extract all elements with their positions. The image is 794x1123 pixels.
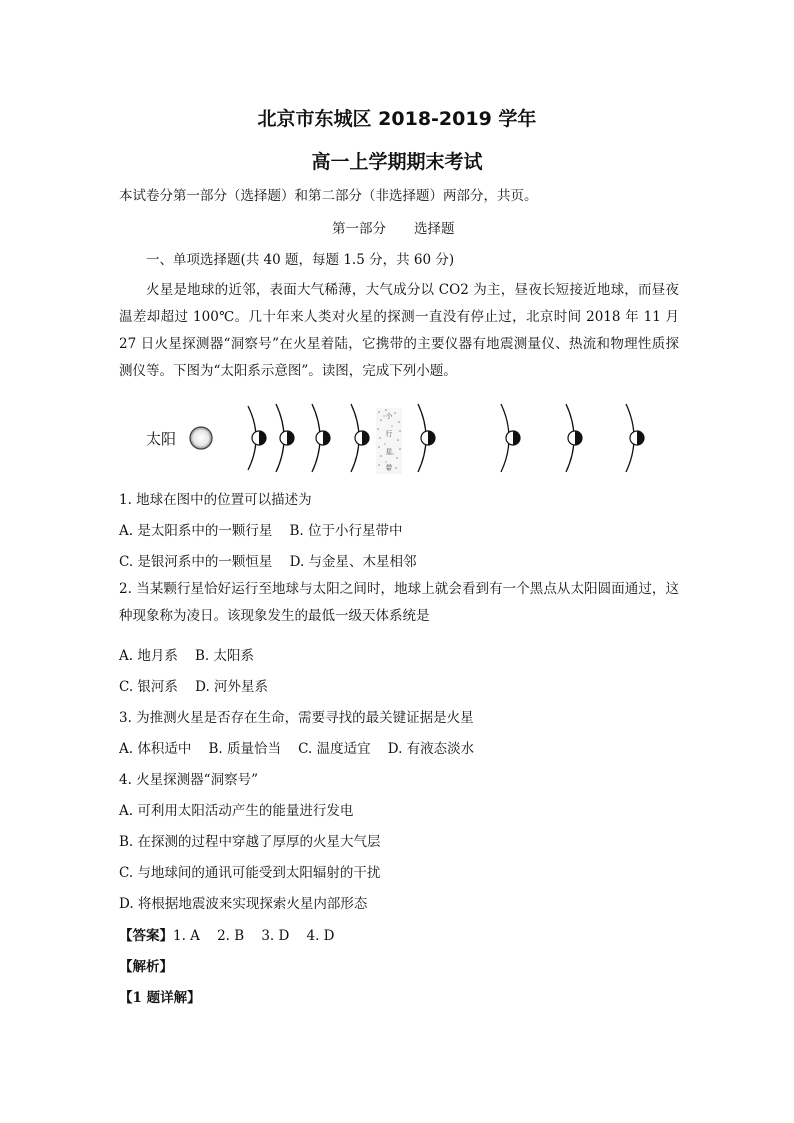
page-title: 北京市东城区 2018-2019 学年 bbox=[257, 108, 537, 130]
sun-icon bbox=[190, 427, 212, 449]
page-subtitle: 高一上学期期末考试 bbox=[311, 151, 483, 173]
question-4-option-d: D. 将根据地震波来实现探索火星内部形态 bbox=[119, 896, 368, 912]
passage: 火星是地球的近邻，表面大气稀薄，大气成分以 CO2 为主，昼夜长短接近地球，而昼夜温差却超过 100℃。几十年来人类对火星的探测一直没有停止过，北京时间 2018 年 11 月 27 日火星探测器“洞察号”在火星着陆，它携带的主要仪器有地震测量仪、热流和物理性质探测仪等。下图为“太阳系示意图”。读图，完成下列小题。 bbox=[119, 282, 679, 379]
solar-system-svg bbox=[140, 398, 660, 478]
question-3-stem: 3. 为推测火星是否存在生命，需要寻找的最关键证据是火星 bbox=[119, 710, 474, 726]
asteroid-belt bbox=[376, 408, 402, 474]
question-1-options-line-1: A. 是太阳系中的一颗行星 B. 位于小行星带中 bbox=[119, 523, 403, 539]
question-4-option-b: B. 在探测的过程中穿越了厚厚的火星大气层 bbox=[119, 834, 381, 850]
part-heading-type: 选择题 bbox=[414, 221, 455, 237]
question-4-option-a: A. 可利用太阳活动产生的能量进行发电 bbox=[119, 803, 354, 819]
part-heading bbox=[332, 217, 455, 237]
belt-label-4: 带 bbox=[385, 464, 393, 472]
question-3-options-line-1: A. 体积适中 B. 质量恰当 C. 温度适宜 D. 有液态淡水 bbox=[119, 741, 475, 757]
part-heading-name: 第一部分 bbox=[332, 221, 386, 237]
orbit-7 bbox=[566, 404, 582, 472]
orbit-6 bbox=[501, 404, 520, 472]
orbit-1 bbox=[248, 406, 266, 470]
question-1-stem: 1. 地球在图中的位置可以描述为 bbox=[119, 492, 312, 508]
question-2-stem: 2. 当某颗行星恰好运行至地球与太阳之间时，地球上就会看到有一个黑点从太阳圆面通过，这种现象称为凌日。该现象发生的最低一级天体系统是 bbox=[119, 581, 679, 624]
question-4-option-c: C. 与地球间的通讯可能受到太阳辐射的干扰 bbox=[119, 865, 381, 881]
answer-label: 【答案】 bbox=[119, 928, 173, 944]
section-heading: 一、单项选择题(共 40 题，每题 1.5 分，共 60 分) bbox=[146, 252, 455, 268]
belt-label-3: 星 bbox=[385, 448, 393, 456]
sun-label: 太阳 bbox=[146, 430, 177, 448]
orbit-2 bbox=[276, 404, 294, 472]
orbit-5 bbox=[418, 404, 435, 472]
question-4-stem: 4. 火星探测器“洞察号” bbox=[119, 772, 258, 788]
orbit-8 bbox=[626, 404, 644, 472]
belt-label-2: 行 bbox=[385, 430, 393, 438]
answer-text: 1. A 2. B 3. D 4. D bbox=[173, 928, 335, 944]
answer-line bbox=[119, 924, 335, 944]
question-2-options-line-2: C. 银河系 D. 河外星系 bbox=[119, 679, 269, 695]
analysis-label: 【解析】 bbox=[119, 959, 173, 975]
detail-label: 【1 题详解】 bbox=[119, 990, 201, 1006]
solar-system-diagram bbox=[140, 398, 660, 478]
belt-label-1: 小 bbox=[385, 412, 393, 420]
question-2-options-line-1: A. 地月系 B. 太阳系 bbox=[119, 648, 254, 664]
orbit-4 bbox=[351, 404, 369, 472]
orbit-3 bbox=[312, 404, 330, 472]
exam-intro: 本试卷分第一部分（选择题）和第二部分（非选择题）两部分，共页。 bbox=[119, 188, 538, 204]
question-1-options-line-2: C. 是银河系中的一颗恒星 D. 与金星、木星相邻 bbox=[119, 554, 417, 570]
